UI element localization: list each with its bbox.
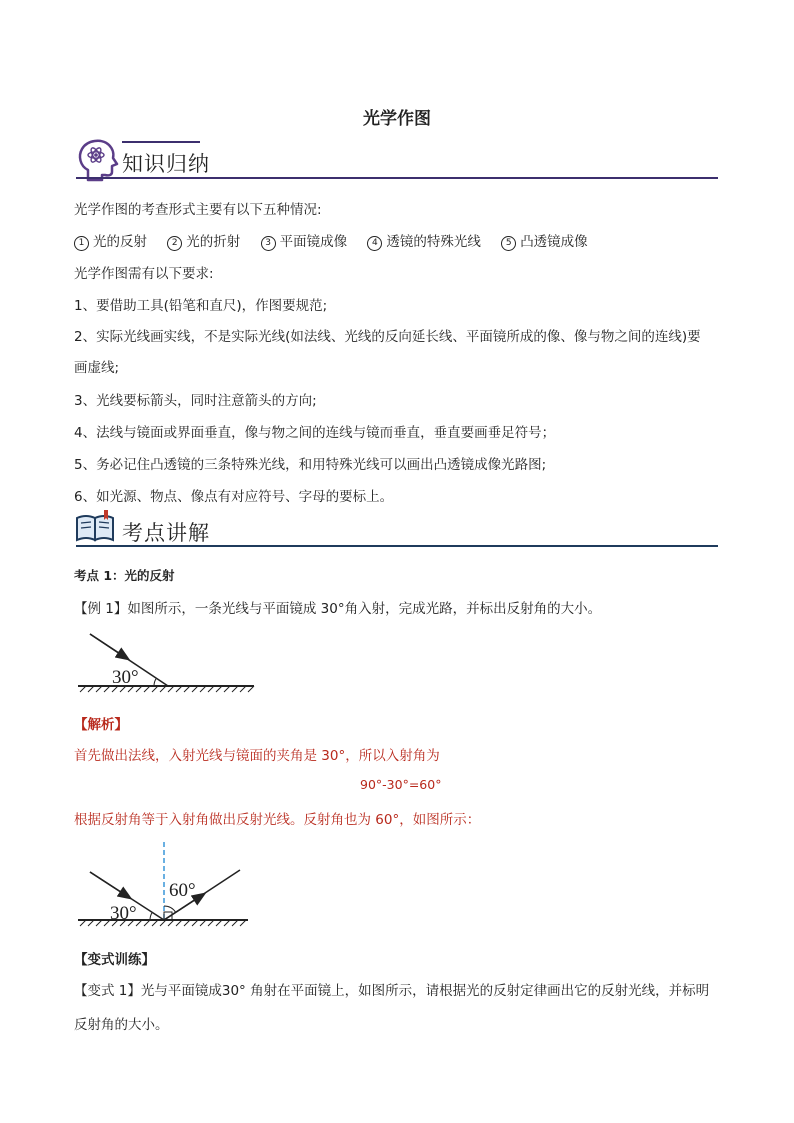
incident-ray-arrow [90,634,128,659]
requirement-3: 3、光线要标箭头，同时注意箭头的方向; [74,393,317,409]
head-brain-icon [74,136,126,182]
section-divider [76,177,718,179]
requirement-6: 6、如光源、物点、像点有对应符号、字母的要标上。 [74,489,394,505]
intro-text: 光学作图的考查形式主要有以下五种情况: [74,202,322,218]
options-list [74,230,604,251]
option-label: 光的折射 [186,234,241,250]
requirement-4: 4、法线与镜面或界面垂直，像与物之间的连线与镜而垂直，垂直要画垂足符号； [74,425,556,441]
option-number: 5 [501,236,516,251]
analysis-line-2: 根据反射角等于入射角做出反射光线。反射角也为 60°，如图所示： [74,812,481,828]
page-title: 光学作图 [363,109,431,129]
option-number: 2 [167,236,182,251]
requirements-intro: 光学作图需有以下要求: [74,266,214,282]
option-number: 3 [261,236,276,251]
requirement-5: 5、务必记住凸透镜的三条特殊光线，和用特殊光线可以画出凸透镜成像光路图; [74,457,547,473]
open-book-icon [74,508,118,544]
angle-arc-30 [150,912,152,920]
analysis-tag: 【解析】 [74,717,128,733]
section-heading-points: 考点讲解 [122,521,210,545]
option-label: 平面镜成像 [279,234,348,250]
angle-label-30: 30° [110,903,137,924]
angle-arc [154,678,156,686]
variant-1: 【变式 1】光与平面镜成30° 角射在平面镜上，如图所示，请根据光的反射定律画出它的反射光线，并标明 [74,983,710,999]
option-label: 凸透镜成像 [520,234,588,250]
option-label: 光的反射 [93,234,147,250]
option-number: 4 [367,236,382,251]
requirement-2-cont: 画虚线; [74,360,120,376]
option-label: 透镜的特殊光线 [386,234,481,250]
example-1: 【例 1】如图所示，一条光线与平面镜成 30°角入射，完成光路，并标出反射角的大小。 [74,601,602,617]
variant-1-cont: 反射角的大小。 [74,1017,169,1033]
figure-2-reflection [76,840,252,932]
analysis-line-1: 首先做出法线，入射光线与镜面的夹角是 30°，所以入射角为 [74,748,440,764]
requirement-1: 1、要借助工具(铅笔和直尺)，作图要规范; [74,298,328,314]
section-divider [76,545,718,547]
angle-label: 30° [112,667,139,688]
section-heading-knowledge: 知识归纳 [122,152,210,176]
incident-ray-arrow [90,872,130,898]
requirement-2: 2、实际光线画实线，不是实际光线(如法线、光线的反向延长线、平面镜所成的像、像与物之间的连线)要 [74,329,701,345]
angle-arc-60 [164,906,176,912]
variant-tag: 【变式训练】 [74,952,155,968]
angle-label-60: 60° [169,880,196,901]
figure-1-incident-ray [76,628,258,694]
option-number: 1 [74,236,89,251]
topic-label: 考点 1：光的反射 [74,568,175,583]
formula: 90°-30°=60° [360,777,442,792]
heading-top-accent [122,141,200,143]
